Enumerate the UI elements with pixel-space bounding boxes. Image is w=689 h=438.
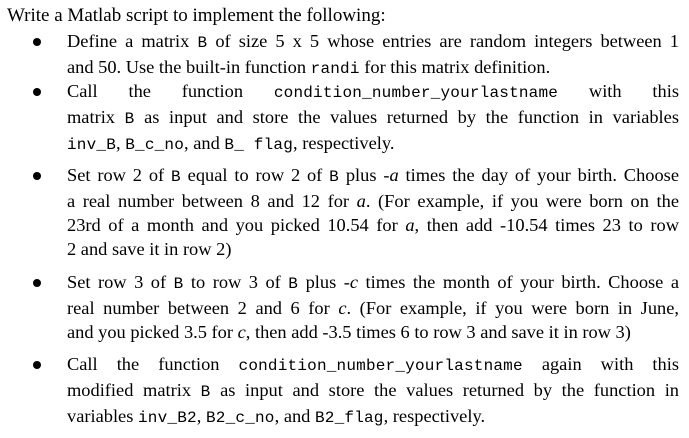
math-variable: a (389, 165, 399, 185)
bullet-icon (33, 88, 41, 96)
code-identifier: B (173, 275, 184, 293)
text-run: to row 3 of (183, 272, 289, 292)
bullet-icon (33, 361, 41, 369)
text-line (67, 213, 679, 237)
text-line (67, 320, 679, 344)
code-identifier: inv_B2 (137, 409, 197, 427)
code-identifier: B2_flag (314, 409, 384, 427)
bullet-icon (33, 279, 41, 287)
text-run: Call the function (67, 81, 274, 101)
code-identifier: inv_B (67, 136, 117, 154)
code-identifier: B (200, 383, 211, 401)
text-run: , respectively. (293, 133, 395, 153)
text-run: modified matrix (67, 380, 201, 400)
code-identifier: B_c_no (125, 136, 185, 154)
text-run: and you picked 3.5 for (67, 322, 238, 342)
list-item-text (67, 352, 679, 430)
list-item-text (67, 163, 679, 261)
text-run: . (For example, if you were born on the (365, 191, 679, 211)
text-line (67, 29, 679, 55)
text-run: , then add -3.5 times 6 to row 3 and save it in row 3) (245, 322, 631, 342)
text-run: 2 and save it in row 2) (67, 239, 232, 259)
math-variable: a (405, 215, 415, 235)
code-identifier: B (197, 34, 208, 52)
text-run: and 50. Use the built-in function (67, 57, 311, 77)
text-run: , then add -10.54 times 23 to row (414, 215, 679, 235)
text-run: matrix (67, 107, 125, 127)
code-identifier: condition_number_yourlastname (238, 357, 523, 375)
list-item-text (67, 29, 679, 81)
text-run: Set row 2 of (67, 165, 172, 185)
code-identifier: B_ flag (224, 136, 294, 154)
text-run: plus - (298, 272, 350, 292)
text-line (67, 237, 679, 261)
math-variable: c (338, 298, 347, 318)
list-item-text (67, 270, 679, 344)
text-run: real number between 2 and 6 for (67, 298, 339, 318)
text-run: as input and store the values returned by the function in variables (134, 107, 679, 127)
code-identifier: B (288, 275, 299, 293)
math-variable: c (237, 322, 246, 342)
text-run: . (For example, if you were born in June, (346, 298, 679, 318)
text-run: times the month of your birth. Choose a (358, 272, 679, 292)
text-run: again with this (522, 354, 679, 374)
code-identifier: B2_c_no (206, 409, 275, 427)
code-identifier: randi (310, 60, 360, 78)
text-run: 23rd of a month and you picked 10.54 for (67, 215, 406, 235)
text-run: , and (184, 133, 225, 153)
text-line (67, 79, 679, 105)
text-line (67, 105, 679, 131)
text-run: , (196, 406, 206, 426)
bullet-icon (33, 38, 41, 46)
text-run: equal to row 2 of (180, 165, 330, 185)
text-run: plus - (338, 165, 390, 185)
intro-text: Write a Matlab script to implement the following: (7, 5, 386, 26)
text-run: with this (558, 81, 679, 101)
code-identifier: B (329, 168, 339, 186)
text-run: , (116, 133, 126, 153)
text-line (67, 296, 679, 320)
text-run: for this matrix definition. (359, 57, 551, 77)
text-run: Set row 3 of (67, 272, 174, 292)
text-line (67, 404, 679, 430)
text-run: variables (67, 406, 138, 426)
code-identifier: B (124, 110, 135, 128)
list-item-text (67, 79, 679, 157)
text-run: times the day of your birth. Choose (398, 165, 679, 185)
text-run: a real number between 8 and 12 for (67, 191, 357, 211)
text-run: , and (274, 406, 315, 426)
text-run: , respectively. (383, 406, 486, 426)
bullet-icon (33, 172, 41, 180)
text-line (67, 131, 679, 157)
text-line (67, 270, 679, 296)
text-run: of size 5 x 5 whose entries are random integers between 1 (207, 31, 679, 51)
text-line (67, 352, 679, 378)
text-run: Define a matrix (67, 31, 198, 51)
math-variable: a (356, 191, 366, 211)
math-variable: c (349, 272, 359, 292)
code-identifier: condition_number_yourlastname (273, 84, 559, 102)
text-line (67, 189, 679, 213)
text-line (67, 163, 679, 189)
text-run: Call the function (67, 354, 239, 374)
text-line (67, 55, 679, 81)
code-identifier: B (171, 168, 181, 186)
text-run: as input and store the values returned by the function in (210, 380, 679, 400)
text-line (67, 378, 679, 404)
